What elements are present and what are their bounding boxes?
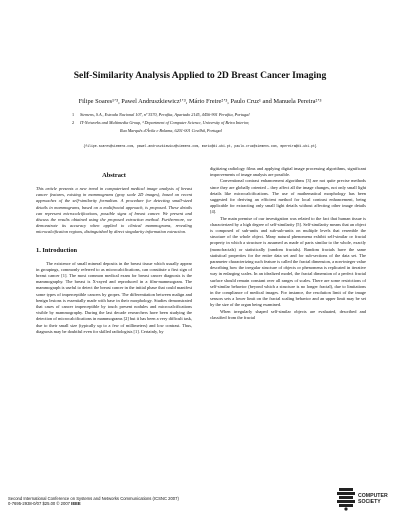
affiliation-text: Siemens, S.A., Estrada Nacional 107, nº 3570, Perafita, Apartado 2145, 4456-901 Perafita, Portugal <box>80 112 250 117</box>
affiliation-number: 2 <box>72 120 75 125</box>
body-paragraph: Conventional contrast enhancement algorithms [3] are not quite precise methods since they are globally oriented – they affect all the image changes, not only small light details like microcalcifications. The use of mathematical morphology has been suggested for deriving an efficient method for local contrast enhancement, being applicable for extracting only small light details without affecting other image details [4]. <box>210 178 366 215</box>
body-paragraph: The main premise of our investigation was related to the fact that human tissue is characterized by a high degree of self-similarity [5]. Self-similarity means that an object is composed of sub-units and sub-sub-units on multiple levels that resemble the structure of the whole object. Many natural phenomena exhibit self-similar or fractal property in which a structure is assumed as made of parts similar to the whole, exactly (monofractals) or statistically (random fractals). Random fractals have the same statistical properties for the entire data set and for sub-sections of the data set. The parameter characterizing such feature is called the fractal dimension, a non-integer value describing how the irregular structure of objects or phenomena is replicated in iterative way in enlarging scales. In an idealized model, the fractal dimension of a perfect fractal surface should remain constant over all ranges of scales. There are some restrictions of self-similar behavior (beyond which a structure is no longer fractal), due to limitations in the compliance of medical images. For instance, the resolution limit of the image sensors sets a lower limit on the fractal scaling behavior and an upper limit may be set by the size of the organ being examined. <box>210 215 366 308</box>
introduction-heading: 1. Introduction <box>36 246 78 254</box>
left-column <box>36 172 192 335</box>
isbn-price-copyright: 0-7695-2938-0/07 $25.00 © 2007 <box>8 501 70 507</box>
affiliation-number: 1 <box>72 112 75 117</box>
ieee-brand: IEEE <box>71 501 81 507</box>
paper-title: Self-Similarity Analysis Applied to 2D Breast Cancer Imaging <box>73 70 327 81</box>
author-emails: {filipe.soares@siemens.com, pawel.andruszkiewicz@siemens.com, mario@di.ubi.pt, paulo.cruz@siemens.com, mpereira@di.ubi.pt} <box>83 144 317 148</box>
abstract-text: This article presents a new trend in computerized medical image analysis of breast cancer features, existing in mammograms (gray scale 2D images), based on recent approaches of the self-similarity formalism. A procedure for detecting small-sized details in mammograms, based on a multifractal approach, is proposed. These details can represent microcalcifications, possible signs of breast cancer. We present and discuss the results obtained using the proposed extraction method. Furthermore, we demonstrate its accuracy when applied to clinical mammograms, revealing microcalcification regions, distinguished by direct singularity information extraction. <box>36 186 192 235</box>
logo-wordmark <box>358 493 388 505</box>
body-paragraph: When irregularly shaped self-similar objects are evaluated, described and classified from the fractal <box>210 308 366 320</box>
introduction-paragraph: The existence of small mineral deposits in the breast tissue which usually appear in groupings, commonly referred to as microcalcifications, can constitute a first sign of breast cancer [1]. The most common medical exam for breast cancer diagnosis is the mammography. The breast is X-rayed and reproduced in a film-mammogram. The mammograph is useful to detect the breast cancer in the initial phase that could manifest some types of imperceptible cancers by gropes. The differentiation between malign and benign lesions is essentially made with base in their morphology. Studies demonstrated that cases of cancer imperceptible by touch present nodules and microcalcifications visible by mammography. During the last decade researchers have been studying the detection of microcalcifications in mammograms [2] but it has been a very difficult task, due to their small size (typically up to a few of millimeters) and low contrast. Thus, diagnosis may be doubtful even for skilled radiologists [1]. Certainly, by <box>36 260 192 334</box>
affiliation-text: Rua Marquês d'Ávila e Bolama, 6201-001 Covilhã, Portugal <box>120 128 222 133</box>
page-footer <box>8 496 179 506</box>
computer-society-logo-icon <box>336 487 356 511</box>
logo-line-society: SOCIETY <box>358 499 381 505</box>
author-list: Filipe Soares¹ʼ³, Pawel Andruszkiewicz¹ʼ³, Mário Freire²ʼ³, Paulo Cruz¹ and Manuela Pereira²ʼ³ <box>78 98 322 105</box>
computer-society-logo <box>336 486 392 512</box>
affiliation-1 <box>72 112 372 117</box>
conference-name: Second International Conference on Systems and Networks Communications (ICSNC 2007) <box>8 496 179 501</box>
affiliation-2 <box>72 120 372 125</box>
body-paragraph: digitizing radiology films and applying digital image processing algorithms, significant improvements of image analysis are possible. <box>210 166 366 178</box>
affiliation-3 <box>120 128 400 133</box>
copyright-line <box>8 501 179 506</box>
right-column <box>210 166 366 321</box>
affiliation-text: IT-Networks and Multimedia Group, ³ Department of Computer Science, University of Beira Interior, <box>80 120 250 125</box>
abstract-heading: Abstract <box>102 172 126 179</box>
logo-line-computer: COMPUTER <box>358 493 388 499</box>
